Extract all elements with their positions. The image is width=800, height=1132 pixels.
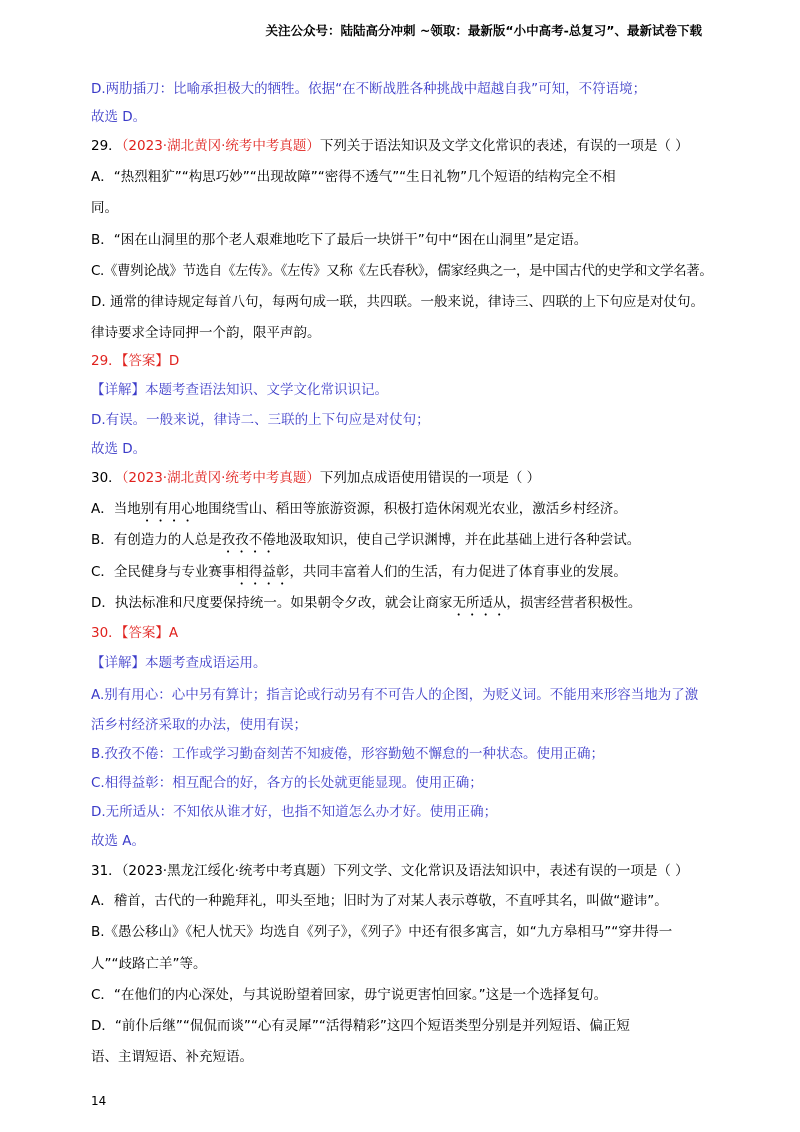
option-a-cont: 同。 [91, 200, 118, 216]
option-b: B.《愚公移山》《杞人忧天》均选自《列子》，《列子》中还有很多寓言，如“九方皋相马”“穿井得一 [91, 924, 673, 940]
option-b: B．“困在山洞里的那个老人艰难地吃下了最后一块饼干”句中“困在山洞里”是定语。 [91, 232, 588, 248]
option-text: 地汲取知识，使自己学识渊博，并在此基础上进行各种尝试。 [275, 532, 641, 548]
option-d: D. 通常的律诗规定每首八句，每两句成一联，共四联。一般来说，律诗三、四联的上下句应是对仗句。 [91, 294, 704, 310]
question-source: （2023·湖北黄冈·统考中考真题） [121, 470, 320, 486]
option-d: D．“前仆后继”“侃侃而谈”“心有灵犀”“活得精彩”这四个短语类型分别是并列短语、偏正短 [91, 1018, 630, 1034]
explanation-line: C.相得益彰：相互配合的好，各方的长处就更能显现。使用正确； [91, 775, 483, 791]
explanation-line: 【详解】本题考查成语运用。 [91, 655, 267, 671]
option-d-cont: 律诗要求全诗同押一个韵，限平声韵。 [91, 325, 321, 341]
question-number: 29． [91, 138, 122, 154]
option-a [91, 500, 731, 525]
text-line: D.两肋插刀：比喻承担极大的牺牲。依据“在不断战胜各种挑战中超越自我”可知，不符语境； [91, 81, 647, 97]
explanation-line: 故选 D。 [91, 441, 147, 457]
explanation-line: D.有误。一般来说，律诗二、三联的上下句应是对仗句； [91, 412, 430, 428]
question-text: 下列加点成语使用错误的一项是（ ） [319, 470, 541, 486]
explanation-line: 【详解】本题考查语法知识、文学文化常识识记。 [91, 382, 388, 398]
dotted-idiom: 孜孜不倦 [221, 532, 276, 548]
question-29-stem [91, 137, 731, 155]
option-text: ，损害经营者积极性。 [506, 595, 642, 611]
option-a: A．“热烈粗犷”“构思巧妙”“出现故障”“密得不透气”“生日礼物”几个短语的结构完全不相 [91, 169, 616, 185]
option-c: C．“在他们的内心深处，与其说盼望着回家，毋宁说更害怕回家。”这是一个选择复句。 [91, 987, 608, 1003]
answer-30: 30．【答案】A [91, 625, 179, 641]
option-c: C.《曹刿论战》节选自《左传》。《左传》又称《左氏春秋》，儒家经典之一，是中国古代的史学和文学名著。 [91, 263, 713, 279]
option-b [91, 531, 731, 556]
question-source: （2023·湖北黄冈·统考中考真题） [121, 138, 320, 154]
option-text: C．全民健身与专业赛事 [91, 564, 236, 580]
page-header: 关注公众号：陆陆高分冲刺 ~领取：最新版“小中高考-总复习”、最新试卷下载 [265, 23, 702, 38]
question-text: 下列关于语法知识及文学文化常识的表述，有误的一项是（ ） [319, 138, 689, 154]
option-d [91, 594, 731, 619]
text-line: 故选 D。 [91, 109, 147, 125]
explanation-line: D.无所适从：不知依从谁才好，也指不知道怎么办才好。使用正确； [91, 804, 498, 820]
option-text: ，共同丰富着人们的生活，有力促进了体育事业的发展。 [289, 564, 627, 580]
dotted-idiom: 无所适从 [452, 595, 507, 611]
dotted-idiom: 别有用心 [140, 501, 195, 517]
explanation-line: A.别有用心：心中另有算计；指言论或行动另有不可告人的企图，为贬义词。不能用来形容当地为了激 [91, 687, 699, 703]
dotted-idiom: 相得益彰 [235, 564, 290, 580]
option-text: A．当地 [91, 501, 141, 517]
answer-29: 29．【答案】D [91, 353, 180, 369]
question-30-stem [91, 469, 731, 487]
option-b-cont: 人”“歧路亡羊”等。 [91, 956, 207, 972]
explanation-line: B.孜孜不倦：工作或学习勤奋刻苦不知疲倦，形容勤勉不懈怠的一种状态。使用正确； [91, 746, 605, 762]
question-31-stem: 31．（2023·黑龙江绥化·统考中考真题）下列文学、文化常识及语法知识中，表述有误的一项是（ ） [91, 863, 689, 879]
option-text: D．执法标准和尺度要保持统一。如果朝令夕改，就会让商家 [91, 595, 453, 611]
explanation-line: 故选 A。 [91, 833, 146, 849]
page-number: 14 [91, 1094, 107, 1108]
explanation-line: 活乡村经济采取的办法，使用有误； [91, 717, 307, 733]
option-text: 地围绕雪山、稻田等旅游资源，积极打造休闲观光农业，激活乡村经济。 [194, 501, 627, 517]
question-number: 30． [91, 470, 122, 486]
option-c [91, 563, 731, 588]
option-d-cont: 语、主谓短语、补充短语。 [91, 1049, 253, 1065]
option-text: B．有创造力的人总是 [91, 532, 222, 548]
option-a: A．稽首，古代的一种跪拜礼，叩头至地；旧时为了对某人表示尊敬，不直呼其名，叫做“避讳”。 [91, 893, 668, 909]
